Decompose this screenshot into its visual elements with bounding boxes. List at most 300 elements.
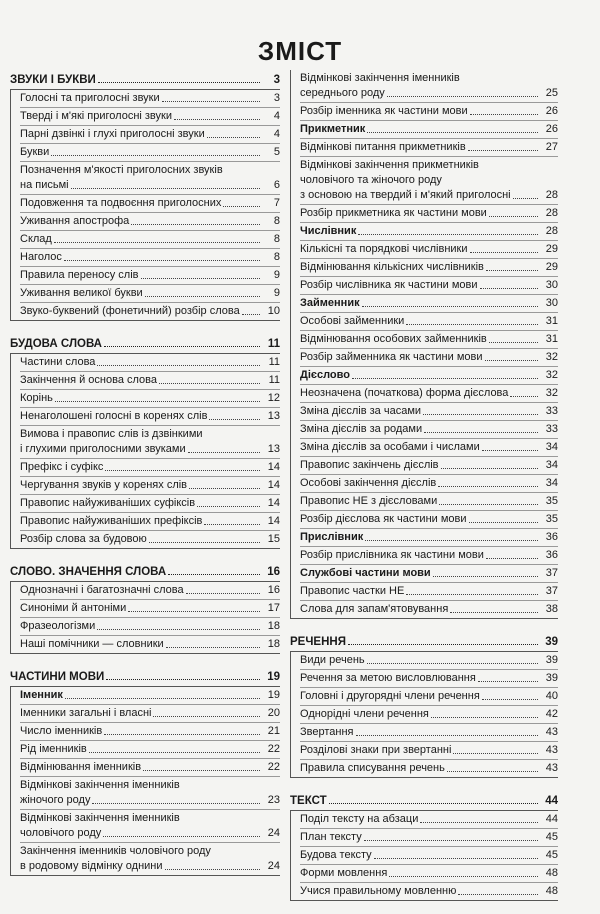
toc-section (10, 562, 280, 654)
entry-page-number: 36 (545, 549, 558, 561)
dot-leader (478, 680, 538, 682)
entry-page-number: 32 (545, 387, 558, 399)
entry-label: Займенник (300, 297, 360, 309)
section-title: СЛОВО. ЗНАЧЕННЯ СЛОВА (10, 566, 167, 578)
toc-entry[interactable] (20, 792, 280, 810)
toc-entry[interactable] (20, 618, 280, 636)
toc-section (10, 334, 280, 549)
toc-entry[interactable] (300, 85, 558, 103)
entry-label: Іменник (20, 689, 63, 701)
entry-label: Голосні та приголосні звуки (20, 92, 160, 104)
toc-entry[interactable] (300, 241, 558, 259)
entry-label: Поділ тексту на абзаци (300, 813, 419, 825)
entry-page-number: 4 (273, 110, 280, 122)
toc-section (290, 632, 558, 778)
entry-label: Відмінкові закінчення іменників (20, 812, 180, 824)
entry-page-number: 11 (268, 356, 280, 368)
entry-label: Розбір прислівника як частини мови (300, 549, 484, 561)
entry-page-number: 24 (267, 860, 280, 872)
entry-page-number: 6 (273, 179, 280, 191)
entry-label: Звуко-буквений (фонетичний) розбір слова (20, 305, 240, 317)
entry-page-number: 15 (267, 533, 280, 545)
toc-entry[interactable] (20, 723, 280, 741)
entry-page-number: 14 (267, 461, 280, 473)
section-entries (10, 686, 280, 876)
dot-leader (453, 752, 538, 754)
entry-page-number: 8 (273, 215, 280, 227)
toc-entry[interactable] (20, 459, 280, 477)
dot-leader (486, 557, 538, 559)
toc-entry[interactable] (20, 408, 280, 426)
entry-label: Уживання апострофа (20, 215, 130, 227)
toc-entry[interactable] (20, 582, 280, 600)
entry-page-number: 34 (545, 441, 558, 453)
entry-page-number: 43 (545, 726, 558, 738)
toc-entry[interactable] (300, 652, 558, 670)
section-heading[interactable] (290, 791, 558, 807)
entry-page-number: 34 (545, 459, 558, 471)
toc-entry[interactable] (300, 259, 558, 277)
entry-label: Відмінкові питання прикметників (300, 141, 466, 153)
entry-label: Правопис найуживаніших суфіксів (20, 497, 196, 509)
entry-label: Частини слова (20, 356, 96, 368)
toc-entry[interactable] (20, 741, 280, 759)
dot-leader (482, 698, 538, 700)
entry-label: Розбір слова за будовою (20, 533, 147, 545)
entry-page-number: 5 (273, 146, 280, 158)
dot-leader (64, 259, 260, 261)
entry-label: Правила списування речень (300, 762, 445, 774)
entry-label: Особові займенники (300, 315, 405, 327)
entry-page-number: 18 (267, 620, 280, 632)
dot-leader (447, 770, 538, 772)
dot-leader (348, 643, 538, 645)
toc-entry[interactable] (20, 354, 280, 372)
entry-label: Розбір іменника як частини мови (300, 105, 468, 117)
toc-entry[interactable] (20, 759, 280, 777)
entry-label: Прислівник (300, 531, 364, 543)
section-heading[interactable] (10, 562, 280, 578)
dot-leader (54, 241, 260, 243)
entry-label: Дієслово (300, 369, 350, 381)
section-page-number: 3 (273, 74, 280, 86)
dot-leader (97, 364, 260, 366)
dot-leader (480, 287, 538, 289)
toc-entry[interactable] (300, 187, 558, 205)
toc-entry[interactable] (20, 249, 280, 267)
dot-leader (92, 802, 260, 804)
section-title: РЕЧЕННЯ (290, 636, 346, 648)
dot-leader (242, 313, 260, 315)
entry-page-number: 31 (545, 315, 558, 327)
entry-page-number: 28 (545, 225, 558, 237)
entry-page-number: 37 (545, 567, 558, 579)
dot-leader (367, 131, 538, 133)
dot-leader (356, 734, 539, 736)
toc-entry[interactable] (20, 810, 280, 825)
section-page-number: 16 (267, 566, 280, 578)
toc-entry[interactable] (300, 313, 558, 331)
section-entries (10, 353, 280, 549)
dot-leader (362, 305, 538, 307)
entry-label: Іменники загальні і власні (20, 707, 152, 719)
toc-entry[interactable] (20, 858, 280, 875)
entry-label: Закінчення й основа слова (20, 374, 158, 386)
entry-label: Головні і другорядні члени речення (300, 690, 480, 702)
toc-entry[interactable] (300, 565, 558, 583)
dot-leader (450, 611, 538, 613)
toc-entry[interactable] (20, 513, 280, 531)
entry-page-number: 30 (545, 297, 558, 309)
toc-entry[interactable] (20, 303, 280, 320)
entry-label: Відмінкові закінчення іменників (20, 779, 180, 791)
dot-leader (424, 431, 538, 433)
toc-entry[interactable] (300, 811, 558, 829)
entry-label: Парні дзвінкі і глухі приголосні звуки (20, 128, 205, 140)
toc-entry[interactable] (300, 829, 558, 847)
entry-label: жіночого роду (20, 794, 91, 806)
entry-page-number: 45 (545, 831, 558, 843)
dot-leader (358, 233, 538, 235)
dot-leader (89, 751, 260, 753)
entry-label: Тверді і м'які приголосні звуки (20, 110, 172, 122)
toc-entry[interactable] (20, 162, 280, 177)
section-title: БУДОВА СЛОВА (10, 338, 102, 350)
entry-label: чоловічого роду (20, 827, 102, 839)
toc-entry[interactable] (20, 90, 280, 108)
section-heading[interactable] (10, 334, 280, 350)
entry-page-number: 25 (545, 87, 558, 99)
section-page-number: 44 (545, 795, 558, 807)
entry-page-number: 10 (267, 305, 280, 317)
dot-leader (97, 628, 260, 630)
dot-leader (168, 573, 260, 575)
entry-page-number: 19 (267, 689, 280, 701)
toc-entry[interactable] (20, 267, 280, 285)
entry-label: Правопис частки НЕ (300, 585, 405, 597)
entry-page-number: 48 (545, 867, 558, 879)
entry-label: Правопис закінчень дієслів (300, 459, 439, 471)
entry-label: з основою на твердий і м'який приголосні (300, 189, 511, 201)
entry-page-number: 42 (545, 708, 558, 720)
dot-leader (329, 802, 538, 804)
entry-label: Неозначена (початкова) форма дієслова (300, 387, 509, 399)
toc-entry[interactable] (20, 108, 280, 126)
toc-entry[interactable] (300, 847, 558, 865)
toc-entry[interactable] (300, 493, 558, 511)
toc-entry[interactable] (300, 367, 558, 385)
dot-leader (204, 523, 260, 525)
section-heading[interactable] (10, 70, 280, 86)
entry-label: Розбір числівника як частини мови (300, 279, 478, 291)
entry-label: Синоніми й антоніми (20, 602, 127, 614)
entry-page-number: 14 (267, 479, 280, 491)
dot-leader (71, 187, 260, 189)
dot-leader (438, 485, 538, 487)
toc-entry[interactable] (20, 177, 280, 195)
dot-leader (106, 678, 260, 680)
dot-leader (65, 697, 260, 699)
entry-label: Відмінювання кількісних числівників (300, 261, 484, 273)
entry-label: Зміна дієслів за особами і числами (300, 441, 480, 453)
entry-page-number: 8 (273, 251, 280, 263)
dot-leader (431, 716, 538, 718)
page-title: ЗМІСТ (257, 36, 343, 66)
toc-section (10, 70, 280, 321)
dot-leader (105, 469, 260, 471)
dot-leader (209, 418, 260, 420)
toc-entry[interactable] (300, 457, 558, 475)
dot-leader (470, 251, 538, 253)
toc-right-column (290, 70, 558, 914)
toc-entry[interactable] (300, 670, 558, 688)
toc-left-column (10, 70, 280, 889)
section-title: ЧАСТИНИ МОВИ (10, 671, 105, 683)
dot-leader (159, 382, 260, 384)
entry-label: Відмінювання іменників (20, 761, 142, 773)
toc-entry[interactable] (300, 421, 558, 439)
toc-entry[interactable] (20, 426, 280, 441)
toc-entry[interactable] (300, 295, 558, 313)
toc-entry[interactable] (300, 529, 558, 547)
toc-entry[interactable] (20, 477, 280, 495)
entry-label: Розділові знаки при звертанні (300, 744, 452, 756)
section-entries (290, 651, 558, 778)
toc-entry[interactable] (20, 195, 280, 213)
dot-leader (469, 521, 538, 523)
toc-entry[interactable] (300, 601, 558, 618)
dot-leader (165, 868, 260, 870)
toc-entry[interactable] (300, 865, 558, 883)
toc-entry[interactable] (20, 687, 280, 705)
dot-leader (188, 451, 260, 453)
entry-page-number: 23 (267, 794, 280, 806)
entry-label: Ненаголошені голосні в коренях слів (20, 410, 208, 422)
toc-entry[interactable] (20, 600, 280, 618)
dot-leader (174, 118, 260, 120)
toc-entry[interactable] (300, 688, 558, 706)
dot-leader (513, 197, 538, 199)
entry-page-number: 22 (267, 743, 280, 755)
dot-leader (485, 359, 539, 361)
toc-entry[interactable] (300, 157, 558, 172)
dot-leader (433, 575, 538, 577)
entry-page-number: 32 (545, 369, 558, 381)
toc-section (290, 70, 558, 619)
toc-entry[interactable] (300, 439, 558, 457)
entry-label: Будова тексту (300, 849, 372, 861)
entry-page-number: 9 (273, 269, 280, 281)
entry-page-number: 48 (545, 885, 558, 897)
dot-leader (162, 100, 260, 102)
entry-page-number: 22 (267, 761, 280, 773)
dot-leader (439, 503, 538, 505)
section-heading[interactable] (290, 632, 558, 648)
dot-leader (352, 377, 538, 379)
toc-entry[interactable] (300, 724, 558, 742)
toc-entry[interactable] (300, 139, 558, 157)
entry-label: Число іменників (20, 725, 103, 737)
toc-entry[interactable] (20, 825, 280, 843)
entry-label: Розбір прикметника як частини мови (300, 207, 487, 219)
dot-leader (98, 81, 260, 83)
dot-leader (153, 715, 260, 717)
entry-label: Склад (20, 233, 52, 245)
toc-entry[interactable] (300, 385, 558, 403)
toc-entry[interactable] (300, 511, 558, 529)
entry-page-number: 29 (545, 243, 558, 255)
entry-page-number: 33 (545, 423, 558, 435)
toc-entry[interactable] (20, 495, 280, 513)
entry-label: План тексту (300, 831, 362, 843)
section-page-number: 39 (545, 636, 558, 648)
dot-leader (143, 769, 260, 771)
toc-entry[interactable] (300, 583, 558, 601)
entry-label: Службові частини мови (300, 567, 431, 579)
entry-label: Вимова і правопис слів із дзвінкими (20, 428, 203, 440)
entry-label: Правопис НЕ з дієсловами (300, 495, 438, 507)
entry-page-number: 24 (267, 827, 280, 839)
toc-entry[interactable] (300, 70, 558, 85)
dot-leader (186, 592, 260, 594)
dot-leader (197, 505, 260, 507)
dot-leader (387, 95, 538, 97)
toc-entry[interactable] (20, 705, 280, 723)
toc-entry[interactable] (300, 883, 558, 900)
entry-label: Числівник (300, 225, 357, 237)
entry-page-number: 11 (268, 374, 280, 386)
toc-entry[interactable] (300, 223, 558, 241)
dot-leader (389, 875, 538, 877)
toc-entry[interactable] (300, 103, 558, 121)
toc-entry[interactable] (20, 636, 280, 653)
entry-page-number: 28 (545, 207, 558, 219)
toc-entry[interactable] (20, 390, 280, 408)
entry-label: Правила переносу слів (20, 269, 139, 281)
entry-label: Наші помічники — словники (20, 638, 164, 650)
dot-leader (470, 113, 538, 115)
dot-leader (104, 345, 260, 347)
entry-label: Звертання (300, 726, 354, 738)
entry-label: Слова для запам'ятовування (300, 603, 449, 615)
entry-page-number: 3 (273, 92, 280, 104)
entry-page-number: 35 (545, 513, 558, 525)
entry-page-number: 45 (545, 849, 558, 861)
entry-page-number: 40 (545, 690, 558, 702)
entry-label: Чергування звуків у коренях слів (20, 479, 188, 491)
entry-page-number: 7 (273, 197, 280, 209)
entry-page-number: 29 (545, 261, 558, 273)
toc-entry[interactable] (20, 372, 280, 390)
entry-label: Кількісні та порядкові числівники (300, 243, 468, 255)
entry-page-number: 35 (545, 495, 558, 507)
entry-label: Зміна дієслів за родами (300, 423, 423, 435)
toc-entry[interactable] (300, 205, 558, 223)
entry-page-number: 37 (545, 585, 558, 597)
dot-leader (420, 821, 538, 823)
entry-page-number: 26 (545, 123, 558, 135)
entry-label: і глухими приголосними звуками (20, 443, 186, 455)
toc-entry[interactable] (20, 441, 280, 459)
dot-leader (207, 136, 260, 138)
toc-entry[interactable] (20, 213, 280, 231)
entry-label: Розбір дієслова як частини мови (300, 513, 467, 525)
toc-entry[interactable] (20, 144, 280, 162)
entry-label: Відмінкові закінчення іменників (300, 72, 460, 84)
toc-entry[interactable] (20, 285, 280, 303)
dot-leader (364, 839, 538, 841)
toc-entry[interactable] (300, 742, 558, 760)
toc-entry[interactable] (20, 531, 280, 548)
toc-entry[interactable] (300, 706, 558, 724)
dot-leader (51, 154, 260, 156)
section-heading[interactable] (10, 667, 280, 683)
entry-page-number: 14 (267, 497, 280, 509)
entry-label: Форми мовлення (300, 867, 388, 879)
entry-page-number: 33 (545, 405, 558, 417)
entry-label: Однорідні члени речення (300, 708, 429, 720)
dot-leader (510, 395, 538, 397)
entry-page-number: 39 (545, 672, 558, 684)
toc-entry[interactable] (300, 331, 558, 349)
entry-label: чоловічого та жіночого роду (300, 174, 442, 186)
entry-page-number: 31 (545, 333, 558, 345)
dot-leader (468, 149, 538, 151)
toc-entry[interactable] (300, 760, 558, 777)
section-page-number: 19 (267, 671, 280, 683)
toc-entry[interactable] (300, 475, 558, 493)
toc-section (290, 791, 558, 901)
section-title: ЗВУКИ І БУКВИ (10, 74, 96, 86)
entry-page-number: 18 (267, 638, 280, 650)
entry-label: Зміна дієслів за часами (300, 405, 422, 417)
dot-leader (145, 295, 260, 297)
toc-entry[interactable] (300, 349, 558, 367)
entry-label: Наголос (20, 251, 62, 263)
entry-label: Фразеологізми (20, 620, 96, 632)
toc-entry[interactable] (300, 547, 558, 565)
toc-entry[interactable] (20, 777, 280, 792)
entry-page-number: 28 (545, 189, 558, 201)
entry-label: Види речень (300, 654, 365, 666)
dot-leader (441, 467, 538, 469)
dot-leader (149, 541, 260, 543)
entry-page-number: 12 (267, 392, 280, 404)
entry-page-number: 38 (545, 603, 558, 615)
toc-entry[interactable] (300, 172, 558, 187)
entry-page-number: 4 (273, 128, 280, 140)
entry-label: Уживання великої букви (20, 287, 143, 299)
toc-entry[interactable] (300, 121, 558, 139)
dot-leader (128, 610, 260, 612)
toc-entry[interactable] (20, 231, 280, 249)
dot-leader (104, 733, 260, 735)
section-page-number: 11 (267, 338, 280, 350)
dot-leader (141, 277, 261, 279)
entry-page-number: 34 (545, 477, 558, 489)
entry-page-number: 21 (267, 725, 280, 737)
toc-entry[interactable] (20, 126, 280, 144)
entry-label: Корінь (20, 392, 53, 404)
toc-entry[interactable] (20, 843, 280, 858)
dot-leader (103, 835, 260, 837)
toc-entry[interactable] (300, 403, 558, 421)
toc-entry[interactable] (300, 277, 558, 295)
entry-page-number: 17 (267, 602, 280, 614)
dot-leader (55, 400, 260, 402)
entry-label: Речення за метою висловлювання (300, 672, 476, 684)
entry-label: Відмінювання особових займенників (300, 333, 487, 345)
